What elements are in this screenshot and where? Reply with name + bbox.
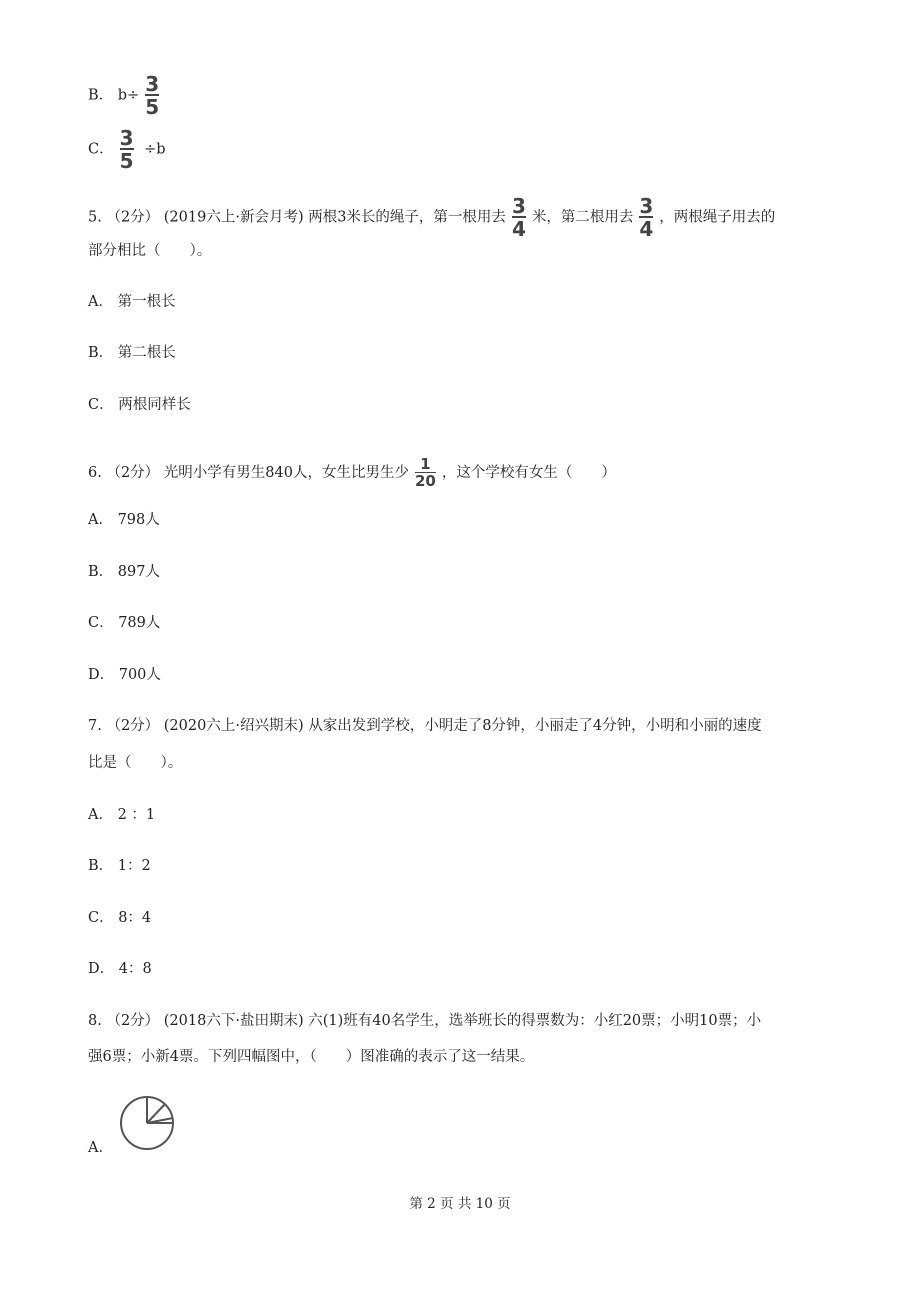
q4-option-b[interactable]: B． b÷ $\frac{3}{5}$ [88, 72, 160, 119]
q5-stem-continued: 部分相比（ ）。 [88, 243, 212, 259]
q5-option-a[interactable]: A． 第一根长 [88, 294, 176, 310]
q8-stem-continued: 强6票；小新4票。下列四幅图中，（ ）图准确的表示了这一结果。 [88, 1049, 535, 1065]
q8-option-a[interactable]: A． [88, 1140, 113, 1156]
q7-option-a[interactable]: A． 2 ：1 [88, 807, 156, 823]
fraction: $\frac{3}{5}$ [119, 126, 134, 173]
page-footer: 第 2 页 共 10 页 [409, 1196, 511, 1212]
q5-option-b[interactable]: B． 第二根长 [88, 345, 176, 361]
pie-chart-option-a[interactable] [118, 1094, 178, 1154]
q5-stem: 5. （2分） (2019六上·新会月考) 两根3米长的绳子，第一根用去 $\frac{3}{4}$ 米，第二根用去 $\frac{3}{4}$ ，两根绳子用去的 [88, 194, 776, 241]
fraction: $\frac{3}{4}$ [511, 194, 526, 241]
fraction: $\frac{1}{20}$ [414, 455, 436, 490]
q6-stem: 6. （2分） 光明小学有男生840人，女生比男生少 $\frac{1}{20}$ ，这个学校有女生（ ） [88, 455, 616, 490]
q7-option-d[interactable]: D． 4：8 [88, 961, 152, 977]
q6-option-d[interactable]: D． 700人 [88, 667, 161, 683]
q6-option-a[interactable]: A． 798人 [88, 512, 160, 528]
q7-option-c[interactable]: C． 8：4 [88, 910, 152, 926]
q8-stem: 8. （2分） (2018六下·盐田期末) 六(1)班有40名学生，选举班长的得票数为：小红20票；小明10票；小 [88, 1013, 762, 1029]
fraction: $\frac{3}{4}$ [639, 194, 654, 241]
q7-stem: 7. （2分） (2020六上·绍兴期末) 从家出发到学校，小明走了8分钟，小丽走了4分钟，小明和小丽的速度 [88, 718, 762, 734]
q4-option-c[interactable]: C． $\frac{3}{5}$ ÷b [88, 126, 166, 173]
q5-option-c[interactable]: C． 两根同样长 [88, 397, 191, 413]
q6-option-c[interactable]: C． 789人 [88, 615, 161, 631]
q7-stem-continued: 比是（ ）。 [88, 755, 183, 771]
fraction: $\frac{3}{5}$ [145, 72, 160, 119]
q7-option-b[interactable]: B． 1：2 [88, 858, 151, 874]
q6-option-b[interactable]: B． 897人 [88, 564, 160, 580]
